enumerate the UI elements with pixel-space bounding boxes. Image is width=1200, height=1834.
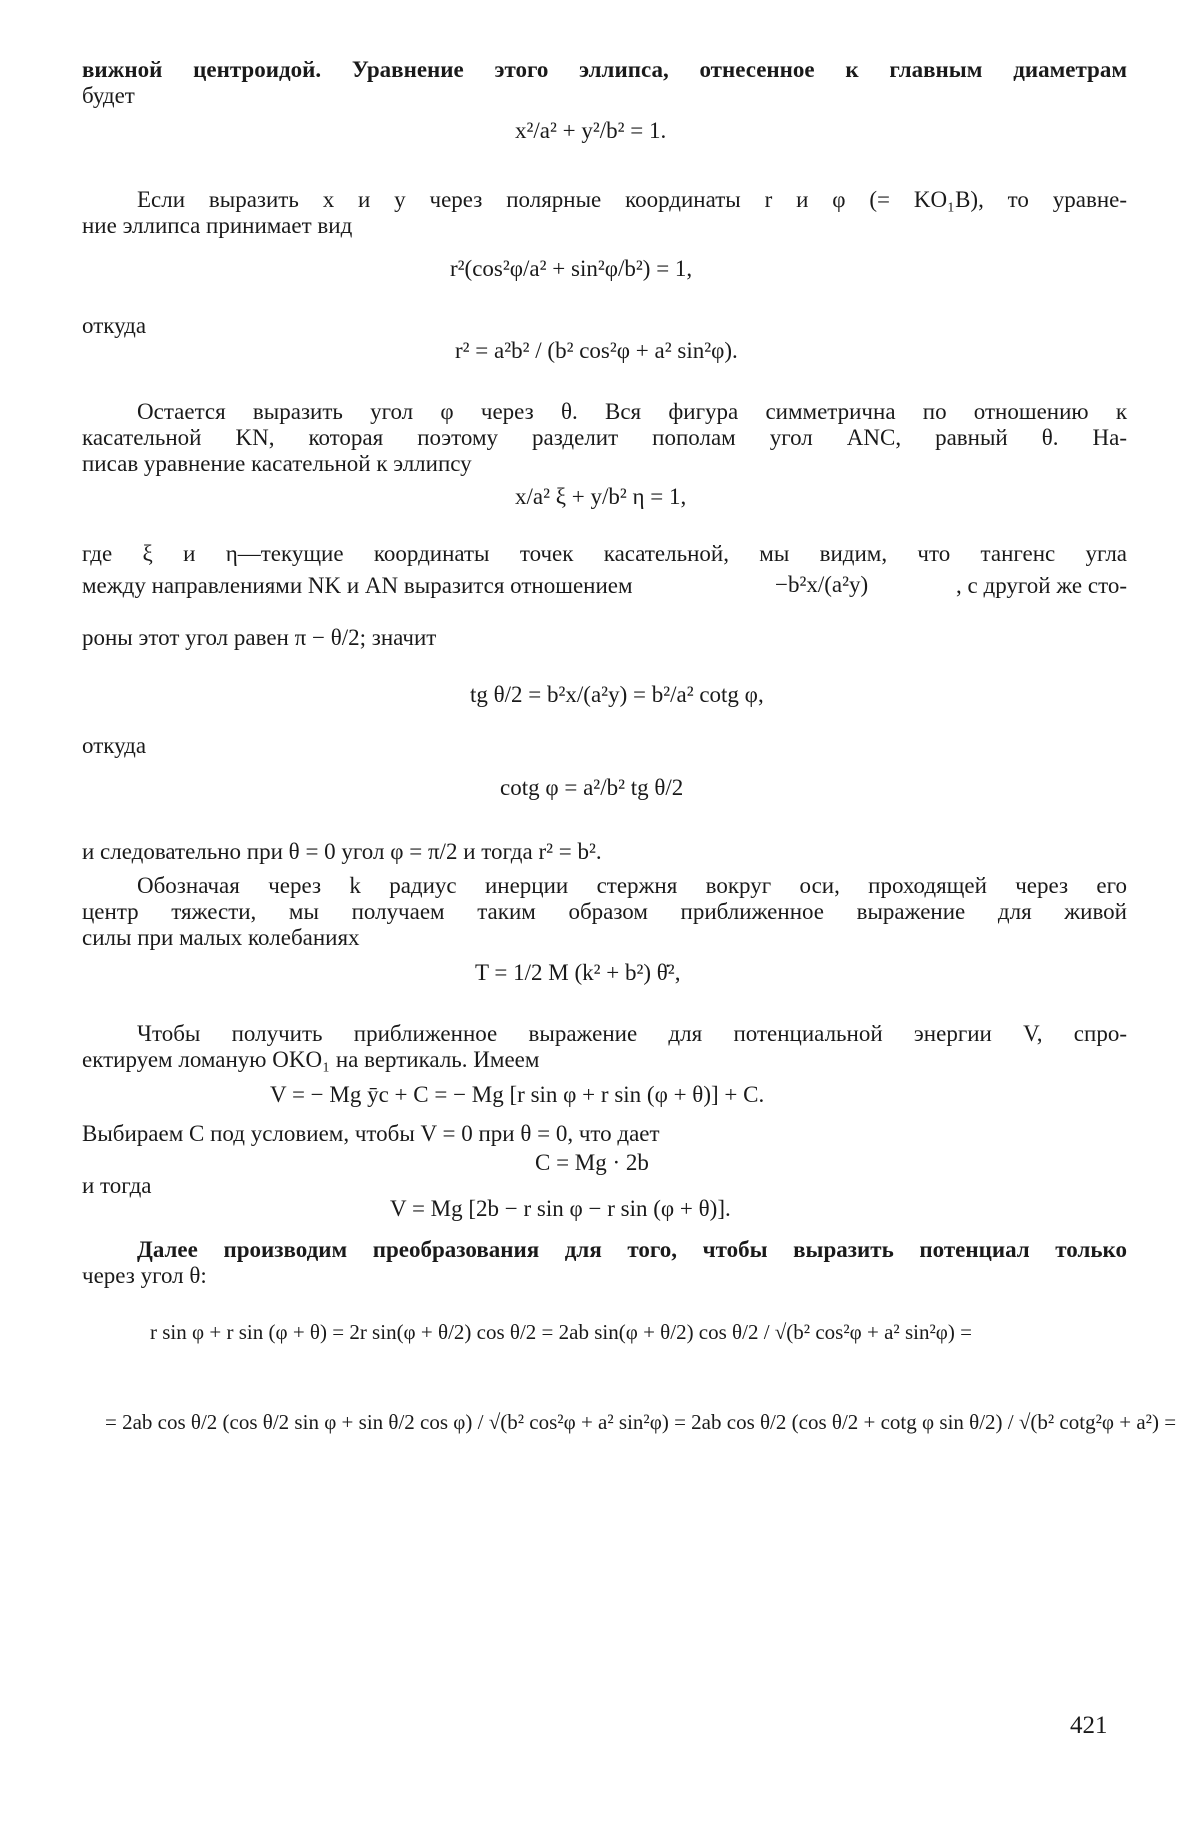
text-line: ектируем ломаную OKO₁ на вертикаль. Имеем — [82, 1047, 540, 1072]
text-line: где ξ и η—текущие координаты точек касательной, мы видим, что тангенс угла — [82, 541, 1127, 566]
formula-kinetic: T = 1/2 M (k² + b²) θ̇², — [475, 960, 681, 985]
text-line: писав уравнение касательной к эллипсу — [82, 451, 472, 476]
page-number: 421 — [1070, 1712, 1108, 1739]
text-line: Далее производим преобразования для того, чтобы выразить потенциал только — [137, 1237, 1127, 1262]
formula-transform-1: r sin φ + r sin (φ + θ) = 2r sin(φ + θ/2) cos θ/2 = 2ab sin(φ + θ/2) cos θ/2 / √(b² cos²φ + a² sin²φ) = — [150, 1320, 972, 1344]
text-line: вижной центроидой. Уравнение этого эллипса, отнесенное к главным диаметрам — [82, 57, 1127, 82]
text-line: откуда — [82, 313, 147, 338]
formula-potential: V = − Mg ȳc + C = − Mg [r sin φ + r sin (φ + θ)] + C. — [270, 1082, 765, 1107]
text-line: через угол θ: — [82, 1263, 207, 1288]
formula-cotg: cotg φ = a²/b² tg θ/2 — [500, 775, 684, 800]
text-line: откуда — [82, 733, 147, 758]
formula-ratio: −b²x/(a²y) — [775, 572, 869, 597]
text-line: роны этот угол равен π − θ/2; значит — [82, 625, 437, 650]
formula-tg: tg θ/2 = b²x/(a²y) = b²/a² cotg φ, — [470, 682, 764, 707]
text-line: Остается выразить угол φ через θ. Вся фигура симметрична по отношению к — [137, 399, 1127, 424]
formula-polar: r²(cos²φ/a² + sin²φ/b²) = 1, — [450, 256, 693, 281]
text-line: и тогда — [82, 1173, 152, 1198]
text-line: Обозначая через k радиус инерции стержня вокруг оси, проходящей через его — [137, 873, 1127, 898]
text-line: будет — [82, 83, 135, 108]
formula-r-squared: r² = a²b² / (b² cos²φ + a² sin²φ). — [455, 338, 738, 363]
text-line: , с другой же сто- — [956, 573, 1127, 598]
text-line: центр тяжести, мы получаем таким образом приближенное выражение для живой — [82, 899, 1127, 924]
text-line: касательной KN, которая поэтому разделит пополам угол ANC, равный θ. На- — [82, 425, 1127, 450]
text-line: и следовательно при θ = 0 угол φ = π/2 и тогда r² = b². — [82, 839, 602, 864]
formula-potential-2: V = Mg [2b − r sin φ − r sin (φ + θ)]. — [390, 1196, 731, 1221]
formula-constant: C = Mg · 2b — [535, 1150, 649, 1175]
text-line: ние эллипса принимает вид — [82, 213, 353, 238]
text-line: Выбираем C под условием, чтобы V = 0 при θ = 0, что дает — [82, 1121, 660, 1146]
text-line: Чтобы получить приближенное выражение для потенциальной энергии V, спро- — [137, 1021, 1127, 1046]
formula-ellipse: x²/a² + y²/b² = 1. — [515, 118, 667, 143]
text-line: между направлениями NK и AN выразится отношением — [82, 573, 633, 598]
text-line: Если выразить x и y через полярные координаты r и φ (= KO₁B), то уравне- — [137, 187, 1127, 212]
formula-tangent: x/a² ξ + y/b² η = 1, — [515, 484, 687, 509]
formula-transform-2: = 2ab cos θ/2 (cos θ/2 sin φ + sin θ/2 cos φ) / √(b² cos²φ + a² sin²φ) = 2ab cos θ/2 (cos θ/2 + cotg φ sin θ/2) / √(b² cotg²φ + a²) = — [105, 1410, 1177, 1434]
text-line: силы при малых колебаниях — [82, 925, 360, 950]
